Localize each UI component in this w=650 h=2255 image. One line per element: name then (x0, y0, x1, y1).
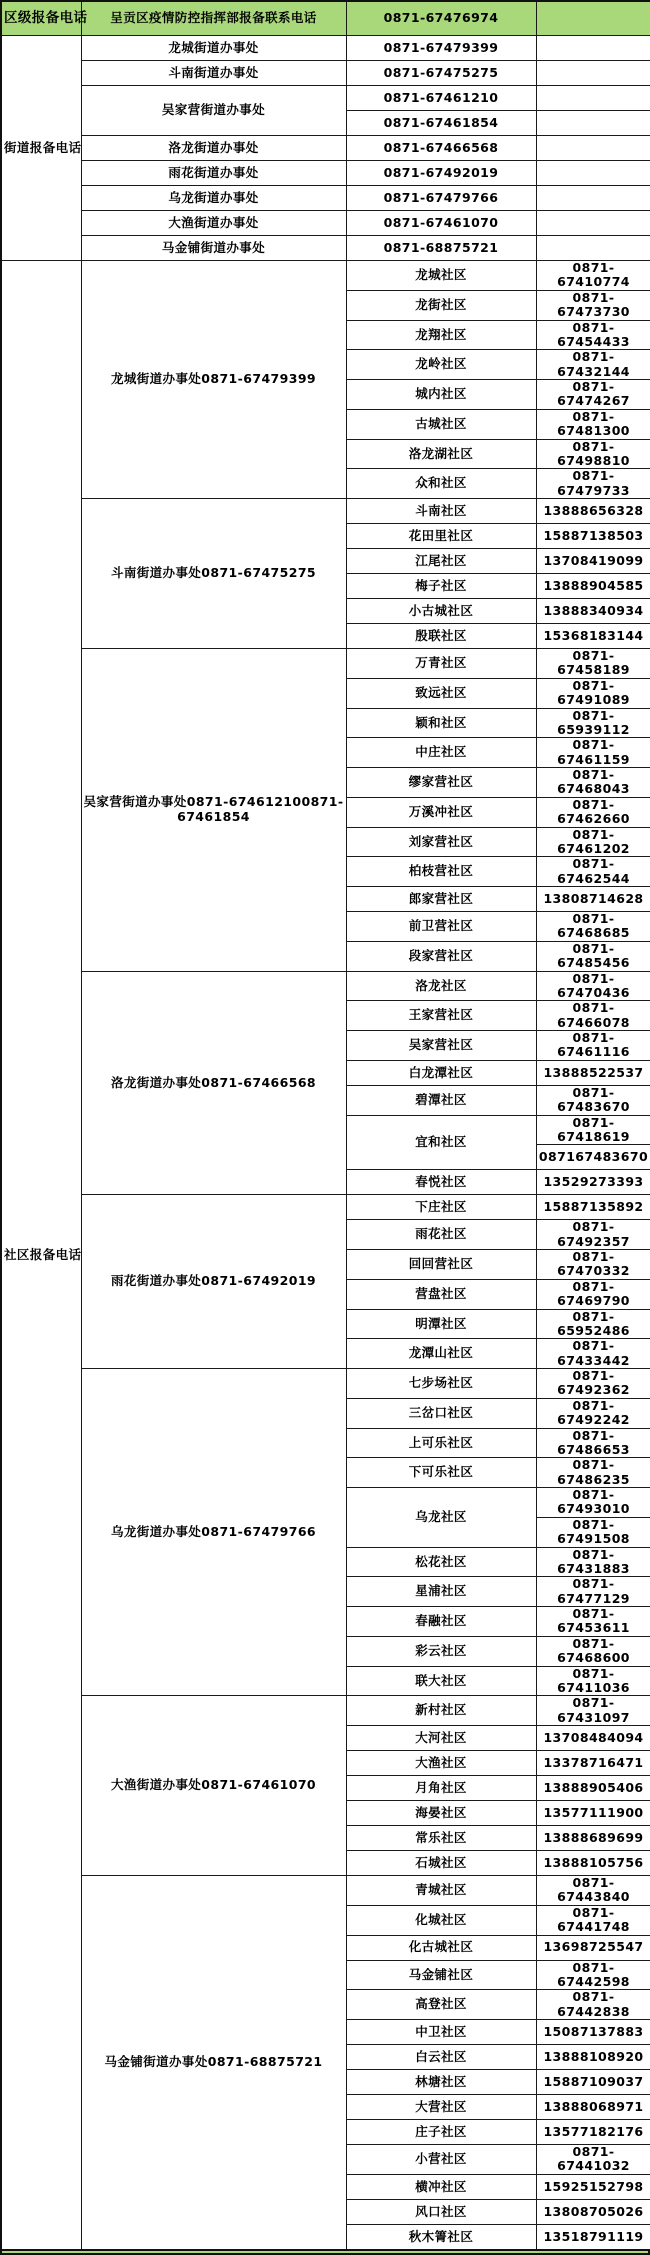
community-office-cell (81, 261, 346, 499)
community-name: 江尾社区 (346, 549, 536, 574)
community-name: 白云社区 (346, 2045, 536, 2070)
cell-line: 吴家营街道办事处 (83, 794, 187, 810)
street-office-phone: 0871-67479766 (346, 186, 536, 211)
community-phone: 0871-67442838 (536, 1990, 650, 2020)
community-phone: 13888905406 (536, 1776, 650, 1801)
community-phone: 0871-67492242 (536, 1398, 650, 1428)
community-category-label (1, 261, 81, 2250)
community-phone: 087167483670 (536, 1145, 650, 1170)
cell-line: 0871- (186, 794, 229, 810)
street-office-phone: 0871-67461210 (346, 86, 536, 111)
community-phone: 0871-67454433 (536, 320, 650, 350)
community-name: 众和社区 (346, 469, 536, 499)
street-office-phone: 0871-67492019 (346, 161, 536, 186)
community-phone: 0871-67410774 (536, 261, 650, 291)
cell-line: 雨花街道办事处 (110, 1273, 202, 1289)
community-name: 明潭社区 (346, 1309, 536, 1339)
cell-line: 0871- (207, 2054, 250, 2070)
community-name: 段家营社区 (346, 941, 536, 971)
community-phone: 0871-67441032 (536, 2145, 650, 2175)
community-phone: 0871-67470332 (536, 1250, 650, 1280)
community-name: 龙城社区 (346, 261, 536, 291)
community-office-cell (81, 1195, 346, 1369)
community-phone: 0871-67443840 (536, 1876, 650, 1906)
community-name: 中庄社区 (346, 738, 536, 768)
street-office-name: 马金铺街道办事处 (81, 236, 346, 261)
community-phone: 13698725547 (536, 1935, 650, 1960)
community-name: 小营社区 (346, 2145, 536, 2175)
community-phone: 0871-67441748 (536, 1905, 650, 1935)
street-row (1, 136, 650, 161)
community-phone: 0871-67477129 (536, 1577, 650, 1607)
community-name: 雨花社区 (346, 1220, 536, 1250)
community-office-cell (81, 649, 346, 972)
community-phone: 0871-67462544 (536, 857, 650, 887)
community-name: 梅子社区 (346, 574, 536, 599)
street-row (1, 236, 650, 261)
community-phone: 0871-67498810 (536, 439, 650, 469)
community-phone: 0871-67493010 (536, 1488, 650, 1518)
community-name: 小古城社区 (346, 599, 536, 624)
street-row (1, 161, 650, 186)
bottom-green-strip (0, 2251, 650, 2255)
community-phone: 0871-67469790 (536, 1279, 650, 1309)
community-name: 横冲社区 (346, 2174, 536, 2199)
community-name: 高登社区 (346, 1990, 536, 2020)
cell-line: 斗南街道办事处 (110, 565, 202, 581)
community-phone: 0871-67483670 (536, 1085, 650, 1115)
community-row (1, 1876, 650, 1906)
community-phone: 13888340934 (536, 599, 650, 624)
cell-line: 0871- (201, 1523, 244, 1539)
community-row (1, 261, 650, 291)
community-name: 回回营社区 (346, 1250, 536, 1280)
community-phone: 0871-67442598 (536, 1960, 650, 1990)
street-office-name: 乌龙街道办事处 (81, 186, 346, 211)
street-row (1, 186, 650, 211)
community-name: 龙潭山社区 (346, 1339, 536, 1369)
community-name: 龙岭社区 (346, 350, 536, 380)
cell-line: 67492019 (243, 1273, 317, 1289)
cell-line: 电话 (59, 9, 88, 26)
community-name: 林塘社区 (346, 2070, 536, 2095)
community-name: 上可乐社区 (346, 1428, 536, 1458)
community-phone: 13888522537 (536, 1060, 650, 1085)
community-name: 马金铺社区 (346, 1960, 536, 1990)
community-phone: 13577111900 (536, 1801, 650, 1826)
community-phone: 0871-67468685 (536, 912, 650, 942)
street-office-phone: 0871-67475275 (346, 61, 536, 86)
community-name: 乌龙社区 (346, 1488, 536, 1548)
street-office-phone: 0871-67466568 (346, 136, 536, 161)
community-name: 花田里社区 (346, 524, 536, 549)
community-phone: 13378716471 (536, 1751, 650, 1776)
community-name: 风口社区 (346, 2199, 536, 2224)
cell-line: 0871- (201, 1074, 244, 1090)
cell-line: 67479399 (243, 371, 317, 387)
community-name: 龙街社区 (346, 290, 536, 320)
community-name: 庄子社区 (346, 2120, 536, 2145)
community-phone: 0871-67461159 (536, 738, 650, 768)
header-note-cell (536, 1, 650, 36)
community-name: 中卫社区 (346, 2020, 536, 2045)
community-name: 城内社区 (346, 380, 536, 410)
community-name: 化古城社区 (346, 1935, 536, 1960)
community-name: 星浦社区 (346, 1577, 536, 1607)
community-name: 殷联社区 (346, 624, 536, 649)
cell-line: 区级报备 (4, 9, 60, 26)
community-row (1, 1369, 650, 1399)
community-phone: 0871-67431097 (536, 1696, 650, 1726)
community-name: 大营社区 (346, 2095, 536, 2120)
directory-title: 呈贡区疫情防控指挥部报备联系电话 (81, 1, 346, 36)
community-phone: 0871-67461116 (536, 1031, 650, 1061)
community-name: 碧潭社区 (346, 1085, 536, 1115)
community-phone: 0871-65939112 (536, 708, 650, 738)
community-phone: 0871-67491508 (536, 1517, 650, 1547)
street-note-cell (536, 36, 650, 61)
community-name: 下可乐社区 (346, 1458, 536, 1488)
community-phone: 0871-67473730 (536, 290, 650, 320)
street-office-name: 龙城街道办事处 (81, 36, 346, 61)
community-phone: 13888904585 (536, 574, 650, 599)
street-office-phone: 0871-68875721 (346, 236, 536, 261)
community-phone: 0871-67458189 (536, 649, 650, 679)
cell-line: 67466568 (243, 1074, 317, 1090)
community-phone: 0871-67491089 (536, 678, 650, 708)
cell-line: 社区报备 (4, 1246, 56, 1262)
cell-line: 68875721 (249, 2054, 323, 2070)
community-phone: 0871-67474267 (536, 380, 650, 410)
cell-line: 67461854 (177, 808, 250, 824)
community-phone: 0871-67486653 (536, 1428, 650, 1458)
community-phone: 0871-67461202 (536, 827, 650, 857)
street-note-cell (536, 186, 650, 211)
community-phone: 0871-67468043 (536, 768, 650, 798)
community-name: 致远社区 (346, 678, 536, 708)
community-name: 三岔口社区 (346, 1398, 536, 1428)
cell-line: 67475275 (243, 565, 317, 581)
community-phone: 15087137883 (536, 2020, 650, 2045)
community-office-cell (81, 499, 346, 649)
community-phone: 0871-67418619 (536, 1115, 650, 1145)
community-name: 斗南社区 (346, 499, 536, 524)
community-phone: 13577182176 (536, 2120, 650, 2145)
community-name: 春悦社区 (346, 1170, 536, 1195)
community-phone: 13888108920 (536, 2045, 650, 2070)
community-phone: 0871-67431883 (536, 1547, 650, 1577)
street-office-phone: 0871-67461070 (346, 211, 536, 236)
cell-line: 0871- (201, 565, 244, 581)
community-name: 郎家营社区 (346, 887, 536, 912)
cell-line: 0871- (201, 371, 244, 387)
community-phone: 0871-67466078 (536, 1001, 650, 1031)
cell-line: 67461070 (243, 1777, 317, 1793)
community-phone: 13888656328 (536, 499, 650, 524)
community-row (1, 1195, 650, 1220)
street-office-phone: 0871-67461854 (346, 111, 536, 136)
street-office-name: 洛龙街道办事处 (81, 136, 346, 161)
community-phone: 15887109037 (536, 2070, 650, 2095)
community-phone: 0871-67432144 (536, 350, 650, 380)
community-name: 缪家营社区 (346, 768, 536, 798)
community-phone: 13888068971 (536, 2095, 650, 2120)
district-category-label (1, 1, 88, 36)
street-note-cell (536, 111, 650, 136)
cell-line: 马金铺街道办事处 (104, 2054, 208, 2070)
community-name: 洛龙湖社区 (346, 439, 536, 469)
community-name: 龙翔社区 (346, 320, 536, 350)
street-category-label (1, 36, 81, 261)
cell-line: 0871- (301, 794, 344, 810)
community-phone: 0871-67481300 (536, 409, 650, 439)
community-name: 七步场社区 (346, 1369, 536, 1399)
street-row (1, 61, 650, 86)
community-name: 月角社区 (346, 1776, 536, 1801)
cell-line: 洛龙街道办事处 (110, 1074, 202, 1090)
community-phone: 15887138503 (536, 524, 650, 549)
community-phone: 0871-67479733 (536, 469, 650, 499)
community-phone: 0871-67492362 (536, 1369, 650, 1399)
community-name: 前卫营社区 (346, 912, 536, 942)
community-name: 春融社区 (346, 1607, 536, 1637)
community-phone: 13518791119 (536, 2224, 650, 2250)
community-phone: 13808705026 (536, 2199, 650, 2224)
community-phone: 15368183144 (536, 624, 650, 649)
cell-line: 电话 (55, 139, 82, 155)
community-name: 颖和社区 (346, 708, 536, 738)
cell-line: 龙城街道办事处 (110, 371, 202, 387)
cell-line: 0871- (201, 1777, 244, 1793)
street-office-name: 吴家营街道办事处 (81, 86, 346, 136)
street-note-cell (536, 61, 650, 86)
community-name: 化城社区 (346, 1905, 536, 1935)
street-note-cell (536, 211, 650, 236)
community-name: 万青社区 (346, 649, 536, 679)
community-name: 白龙潭社区 (346, 1060, 536, 1085)
community-name: 联大社区 (346, 1666, 536, 1696)
cell-line: 大渔街道办事处 (110, 1777, 202, 1793)
community-name: 彩云社区 (346, 1636, 536, 1666)
community-name: 洛龙社区 (346, 971, 536, 1001)
community-phone: 13888105756 (536, 1851, 650, 1876)
community-phone: 13708419099 (536, 549, 650, 574)
cell-line: 电话 (55, 1246, 82, 1262)
cell-line: 0871- (201, 1273, 244, 1289)
cell-line: 乌龙街道办事处 (110, 1523, 202, 1539)
street-note-cell (536, 161, 650, 186)
community-name: 吴家营社区 (346, 1031, 536, 1061)
community-name: 刘家营社区 (346, 827, 536, 857)
community-name: 万溪冲社区 (346, 797, 536, 827)
community-phone: 0871-67411036 (536, 1666, 650, 1696)
street-row (1, 86, 650, 111)
community-name: 王家营社区 (346, 1001, 536, 1031)
street-note-cell (536, 236, 650, 261)
header-row (1, 1, 650, 36)
street-office-name: 雨花街道办事处 (81, 161, 346, 186)
community-name: 宜和社区 (346, 1115, 536, 1170)
street-row (1, 211, 650, 236)
community-name: 大河社区 (346, 1726, 536, 1751)
street-row (1, 36, 650, 61)
community-office-cell (81, 1696, 346, 1876)
community-phone: 0871-67453611 (536, 1607, 650, 1637)
community-phone: 13708484094 (536, 1726, 650, 1751)
street-office-name: 大渔街道办事处 (81, 211, 346, 236)
community-office-cell (81, 971, 346, 1195)
street-office-name: 斗南街道办事处 (81, 61, 346, 86)
street-note-cell (536, 86, 650, 111)
community-phone: 15925152798 (536, 2174, 650, 2199)
community-row (1, 649, 650, 679)
community-phone: 0871-67433442 (536, 1339, 650, 1369)
cell-line: 67461210 (228, 794, 302, 810)
community-name: 秋木箐社区 (346, 2224, 536, 2250)
community-name: 古城社区 (346, 409, 536, 439)
community-phone: 15887135892 (536, 1195, 650, 1220)
community-phone: 0871-67492357 (536, 1220, 650, 1250)
community-phone: 13529273393 (536, 1170, 650, 1195)
community-phone: 13808714628 (536, 887, 650, 912)
community-name: 常乐社区 (346, 1826, 536, 1851)
community-name: 海晏社区 (346, 1801, 536, 1826)
community-row (1, 1696, 650, 1726)
community-phone: 0871-65952486 (536, 1309, 650, 1339)
community-name: 下庄社区 (346, 1195, 536, 1220)
community-office-cell (81, 1876, 346, 2250)
cell-line: 67479766 (243, 1523, 317, 1539)
community-name: 青城社区 (346, 1876, 536, 1906)
street-note-cell (536, 136, 650, 161)
community-phone: 0871-67462660 (536, 797, 650, 827)
community-phone: 0871-67485456 (536, 941, 650, 971)
community-name: 大渔社区 (346, 1751, 536, 1776)
community-name: 营盘社区 (346, 1279, 536, 1309)
community-phone: 0871-67468600 (536, 1636, 650, 1666)
community-phone: 0871-67470436 (536, 971, 650, 1001)
community-name: 松花社区 (346, 1547, 536, 1577)
community-row (1, 971, 650, 1001)
community-name: 柏枝营社区 (346, 857, 536, 887)
district-phone: 0871-67476974 (346, 1, 536, 36)
community-phone: 13888689699 (536, 1826, 650, 1851)
street-office-phone: 0871-67479399 (346, 36, 536, 61)
cell-line: 街道报备 (4, 139, 56, 155)
community-phone: 0871-67486235 (536, 1458, 650, 1488)
community-name: 新村社区 (346, 1696, 536, 1726)
community-name: 石城社区 (346, 1851, 536, 1876)
community-row (1, 499, 650, 524)
table-body (1, 1, 650, 2250)
